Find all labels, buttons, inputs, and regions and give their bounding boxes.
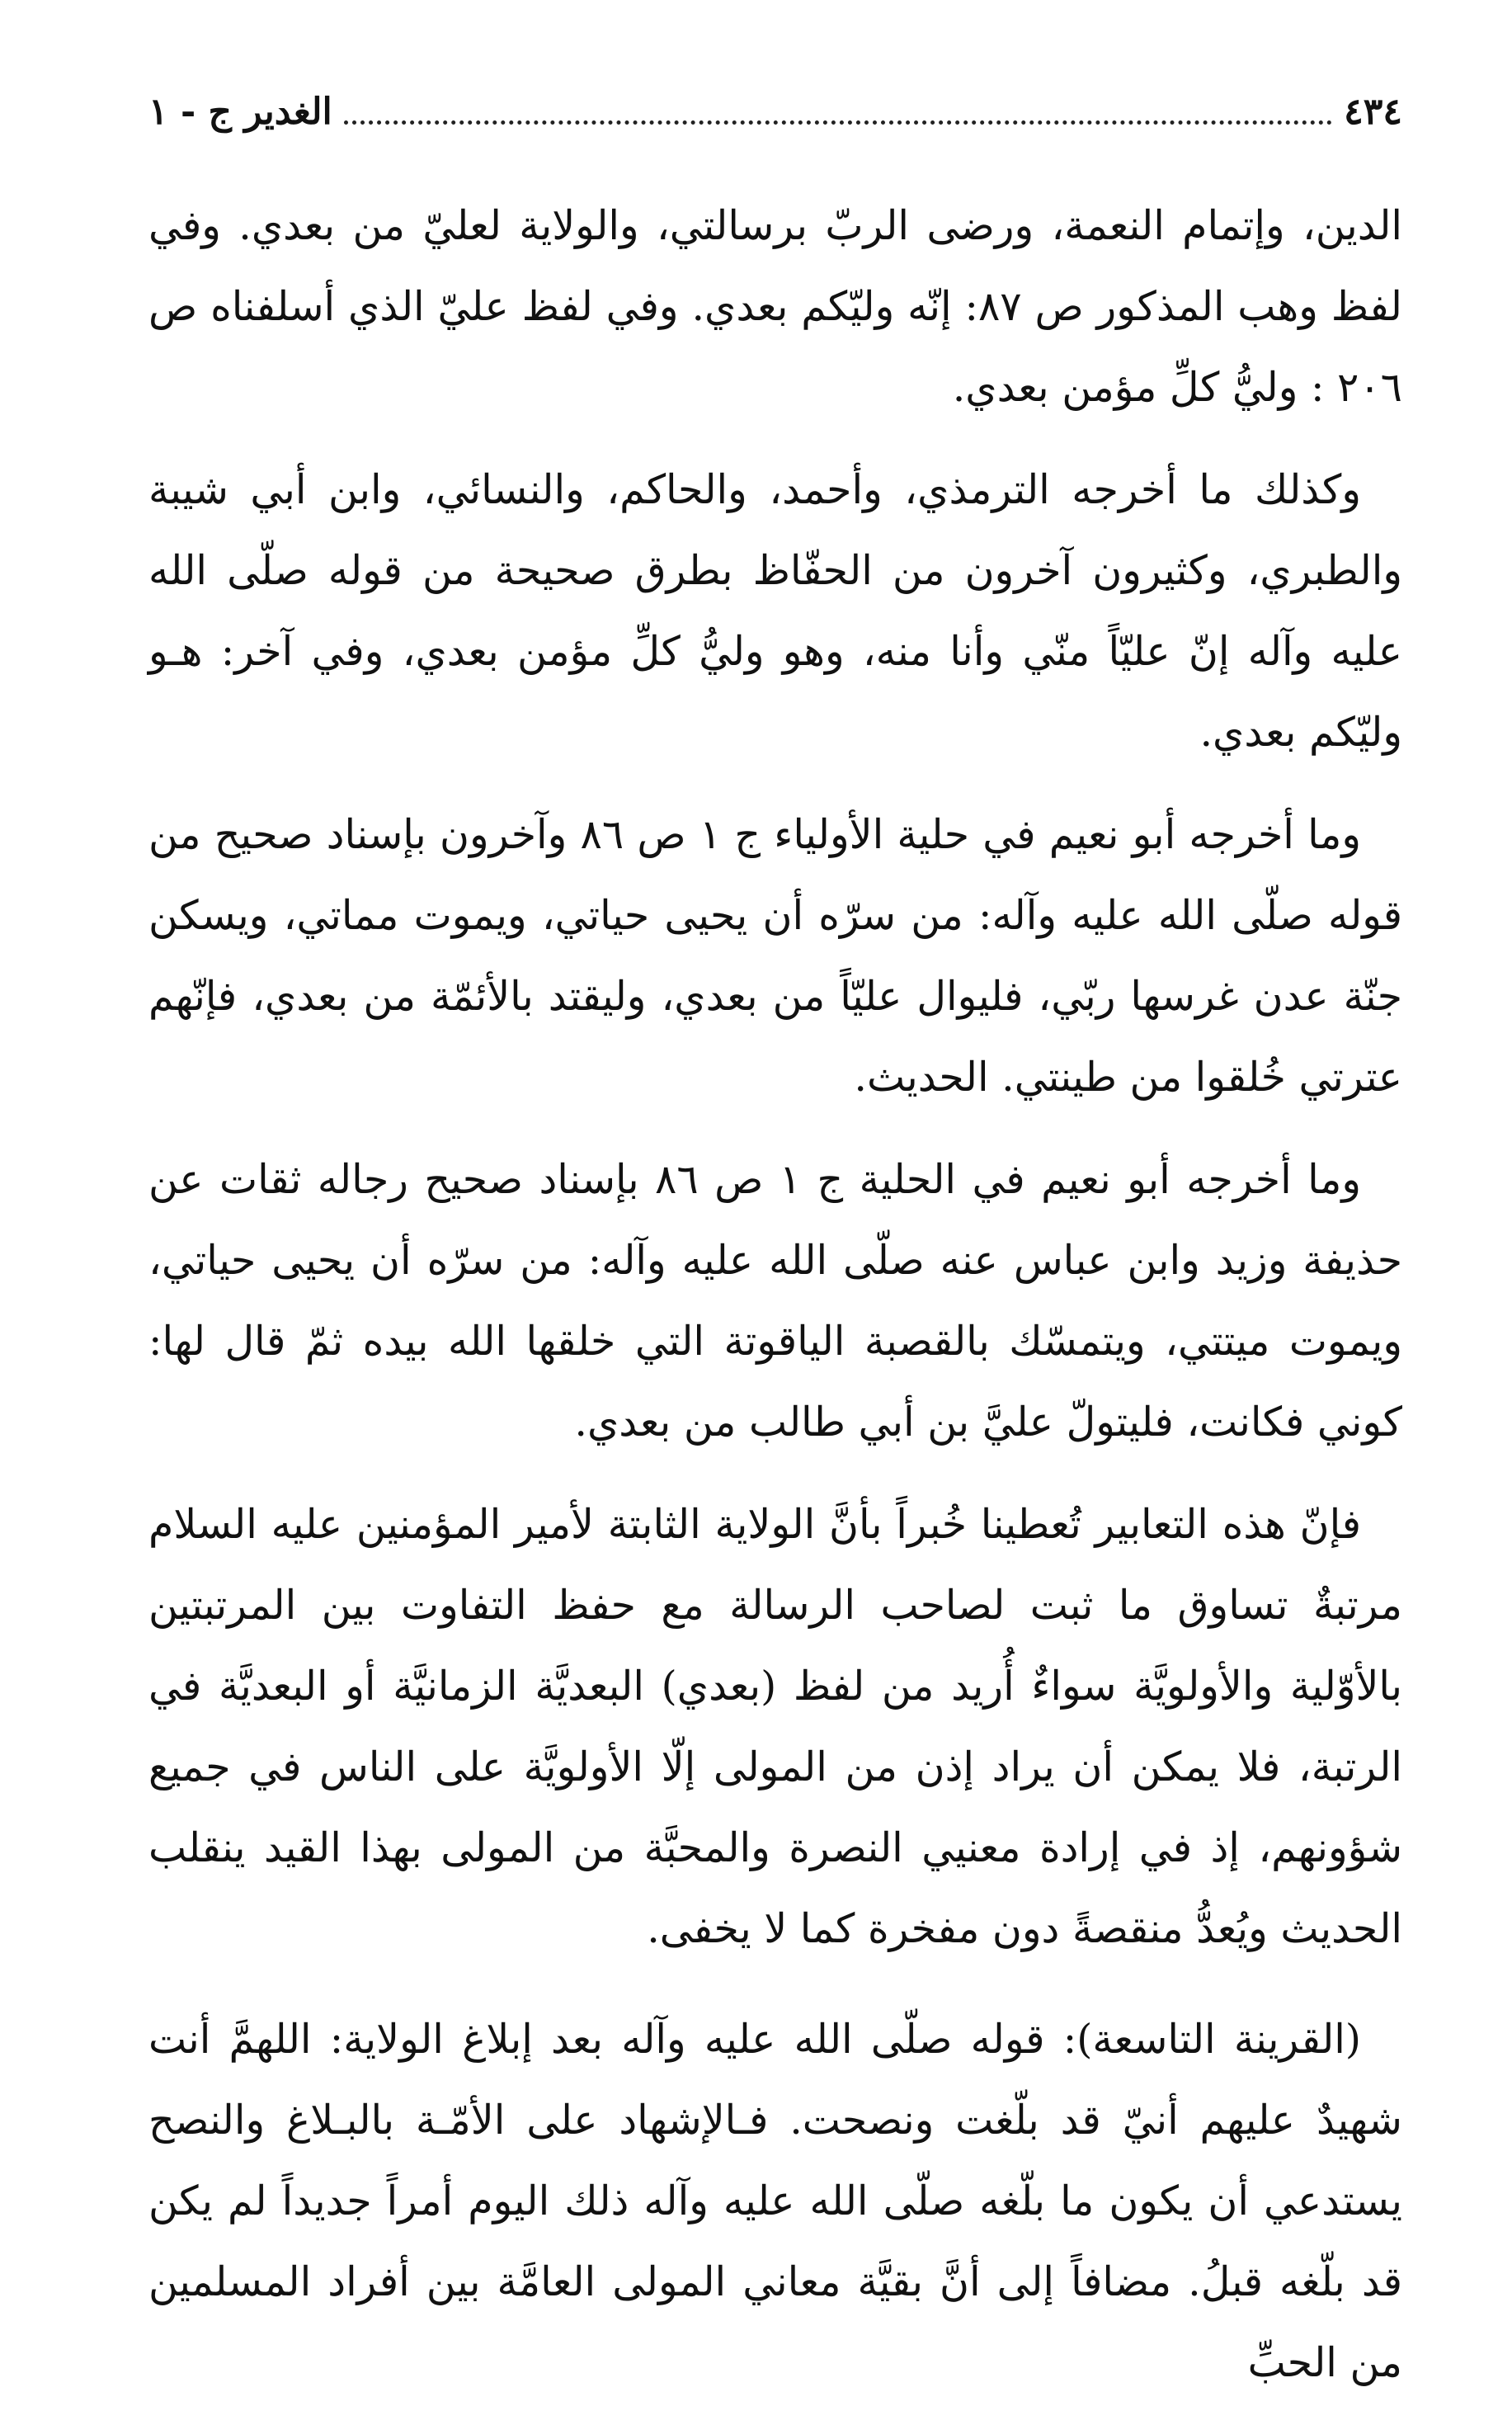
paragraph: الدين، وإتمام النعمة، ورضى الربّ برسالتي، والولاية لعليّ من بعدي. وفي لفظ وهب المذكور ص ٨٧: إنّه وليّكم بعدي. وفي لفظ عليّ الذي أسلفناه ص ٢٠٦ : وليُّ كلِّ مؤمن بعدي.	[148, 202, 1402, 411]
body-text	[148, 186, 1402, 2425]
page-header	[148, 78, 1402, 144]
running-title: الغدير ج - ١	[148, 90, 332, 133]
header-dot-leader	[344, 99, 1332, 125]
paragraph: (القرينة التاسعة): قوله صلّى الله عليه وآله بعد إبلاغ الولاية: اللهمَّ أنت شهيدٌ عليهم أنيّ قد بلّغت ونصحت. فـالإشهاد على الأمّـة بالبـلاغ والنصح يستدعي أن يكون ما بلّغه صلّى الله عليه وآله ذلك اليوم أمراً جديداً لم يكن قد بلّغه قبلُ. مضافاً إلى أنَّ بقيَّة معاني المولى العامَّة بين أفراد المسلمين من الحبِّ	[148, 2016, 1402, 2386]
paragraph: وما أخرجه أبو نعيم في الحلية ج ١ ص ٨٦ بإسناد صحيح رجاله ثقات عن حذيفة وزيد وابن عباس عنه صلّى الله عليه وآله: من سرّه أن يحيى حياتي، ويموت ميتتي، ويتمسّك بالقصبة الياقوتة التي خلقها الله بيده ثمّ قال لها: كوني فكانت، فليتولّ عليَّ بن أبي طالب من بعدي.	[148, 1156, 1402, 1446]
paragraph: وكذلك ما أخرجه الترمذي، وأحمد، والحاكم، والنسائي، وابن أبي شيبة والطبري، وكثيرون آخرون من الحفّاظ بطرق صحيحة من قوله صلّى الله عليه وآله إنّ عليّاً منّي وأنا منه، وهو وليُّ كلِّ مؤمن بعدي، وفي آخر: هـو وليّكم بعدي.	[148, 466, 1402, 756]
page-number: ٤٣٤	[1344, 90, 1402, 133]
paragraph: وما أخرجه أبو نعيم في حلية الأولياء ج ١ ص ٨٦ وآخرون بإسناد صحيح من قوله صلّى الله عليه وآله: من سرّه أن يحيى حياتي، ويموت مماتي، ويسكن جنّة عدن غرسها ربّي، فليوال عليّاً من بعدي، وليقتد بالأئمّة من بعدي، فإنّهم عترتي خُلقوا من طينتي. الحديث.	[148, 811, 1402, 1101]
paragraph: فإنّ هذه التعابير تُعطينا خُبراً بأنَّ الولاية الثابتة لأمير المؤمنين عليه السلام مرتبةٌ تساوق ما ثبت لصاحب الرسالة مع حفظ التفاوت بين المرتبتين بالأوّلية والأولويَّة سواءٌ أُريد من لفظ (بعدي) البعديَّة الزمانيَّة أو البعديَّة في الرتبة، فلا يمكن أن يراد إذن من المولى إلّا الأولويَّة على الناس في جميع شؤونهم، إذ في إرادة معنيي النصرة والمحبَّة من المولى بهذا القيد ينقلب الحديث ويُعدُّ منقصةً دون مفخرة كما لا يخفى.	[148, 1501, 1402, 1952]
